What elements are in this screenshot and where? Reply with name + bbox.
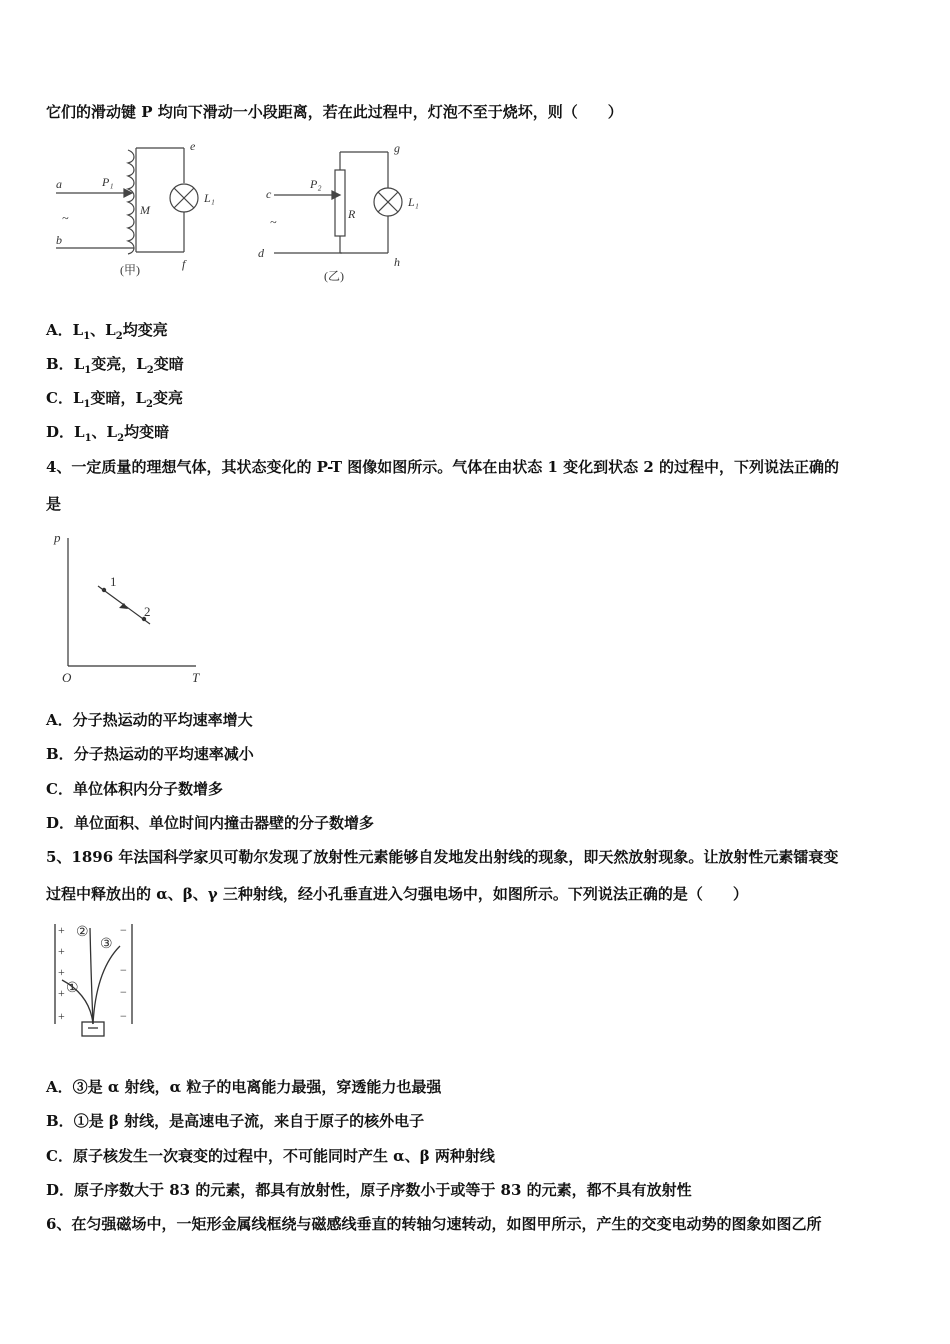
q4-option-a: A．分子热运动的平均速率增大 [46,711,253,729]
state-2-label: 2 [144,604,151,619]
axis-label-p: p [54,530,61,545]
circuit-jia [56,148,198,254]
q5-option-c: C．原子核发生一次衰变的过程中，不可能同时产生 α、β 两种射线 [46,1147,495,1165]
label-L1-left: L₁ [204,191,215,205]
label-g: g [394,141,400,155]
label-R: R [348,207,356,221]
circuit-yi [274,152,402,253]
label-tilde-left: ~ [62,211,69,225]
q3-option-a: A．$L_1$、$L_2$均变亮 [46,321,168,342]
label-c: c [266,187,272,201]
label-h: h [394,255,400,269]
source-box [82,1022,104,1036]
q4-stem-line2: 是 [46,495,62,513]
ray-3-path [93,946,120,1024]
label-P2: P₂ [310,177,322,191]
ray-3-label: ③ [100,937,113,952]
label-b: b [56,233,62,247]
q3-option-b: B．$L_1$变亮，$L_2$变暗 [46,355,184,376]
q3-circuit-figure [44,140,434,285]
ray-2-label: ② [76,925,89,940]
axis-label-T: T [192,670,200,685]
label-f: f [182,257,186,271]
label-M: M [140,203,150,217]
q3-stem: 它们的滑动键 P 均向下滑动一小段距离，若在此过程中，灯泡不至于烧坏，则（ ） [46,103,623,121]
plus-5: + [58,1009,65,1023]
label-tilde-right: ~ [270,215,277,229]
label-L1-right: L₁ [408,195,419,209]
state-1-point [102,588,106,592]
plus-1: + [58,923,65,937]
label-a: a [56,177,62,191]
q4-option-d: D．单位面积、单位时间内撞击器壁的分子数增多 [46,814,375,832]
q4-option-c: C．单位体积内分子数增多 [46,780,223,798]
minus-4: − [120,1009,127,1023]
q4-stem-line1: 4、一定质量的理想气体，其状态变化的 P-T 图像如图所示。气体在由状态 1 变化到状态 2 的过程中，下列说法正确的 [46,458,840,476]
minus-3: − [120,985,127,999]
q3-option-c: C．$L_1$变暗，$L_2$变亮 [46,389,184,410]
q4-option-b: B．分子热运动的平均速率减小 [46,745,254,763]
q5-stem-line1: 5、1896 年法国科学家贝可勒尔发现了放射性元素能够自发地发出射线的现象，即天然放射现象。让放射性元素镭衰变 [46,848,839,866]
q5-option-b: B．①是 β 射线，是高速电子流，来自于原子的核外电子 [46,1112,425,1130]
minus-2: − [120,963,127,977]
q5-stem-line2: 过程中释放出的 α、β、γ 三种射线，经小孔垂直进入匀强电场中，如图所示。下列说法正确的是（ ） [46,885,748,903]
ray-2-path [90,928,93,1024]
q6-stem-line1: 6、在匀强磁场中，一矩形金属线框绕与磁感线垂直的转轴匀速转动，如图甲所示，产生的交变电动势的图象如图乙所 [46,1215,822,1233]
plus-2: + [58,944,65,958]
plus-3: + [58,965,65,979]
ray-1-label: ① [66,981,79,996]
origin-label: O [62,670,72,685]
label-e: e [190,140,196,153]
q5-option-d: D．原子序数大于 83 的元素，都具有放射性，原子序数小于或等于 83 的元素，都不具有放射性 [46,1181,692,1199]
plus-4: + [58,986,65,1000]
q4-pt-graph [46,528,216,688]
state-1-label: 1 [110,574,117,589]
q3-option-d: D．$L_1$、$L_2$均变暗 [46,423,170,444]
label-d: d [258,246,264,260]
direction-arrow [119,603,128,609]
minus-1: − [120,923,127,937]
caption-yi: (乙) [324,269,344,283]
q5-option-a: A．③是 α 射线，α 粒子的电离能力最强，穿透能力也最强 [46,1078,442,1096]
caption-jia: (甲) [120,263,140,277]
label-P1: P₁ [102,175,114,189]
q5-radiation-figure [50,920,140,1045]
